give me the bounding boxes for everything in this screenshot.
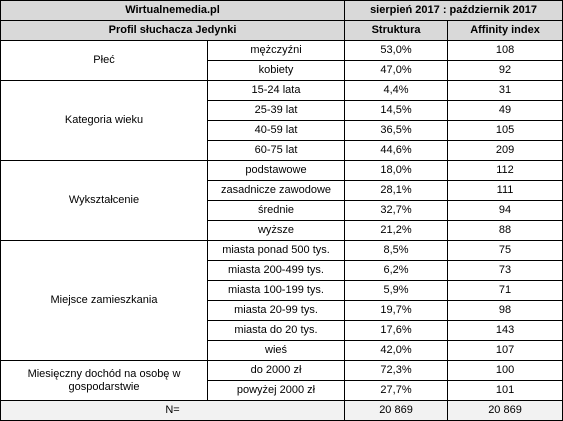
category-cell: podstawowe [208,161,345,181]
structure-cell: 5,9% [345,281,448,301]
category-cell: 15-24 lata [208,81,345,101]
affinity-cell: 107 [448,341,563,361]
structure-cell: 19,7% [345,301,448,321]
category-cell: miasta 200-499 tys. [208,261,345,281]
category-cell: wieś [208,341,345,361]
group-label-cell: Miesięczny dochód na osobę w gospodarstwie [1,361,208,401]
structure-cell: 8,5% [345,241,448,261]
sample-size-structure: 20 869 [345,401,448,421]
category-cell: miasta 100-199 tys. [208,281,345,301]
group-label-cell: Kategoria wieku [1,81,208,161]
affinity-cell: 71 [448,281,563,301]
affinity-cell: 49 [448,101,563,121]
structure-cell: 18,0% [345,161,448,181]
category-cell: powyżej 2000 zł [208,381,345,401]
affinity-cell: 108 [448,41,563,61]
affinity-cell: 31 [448,81,563,101]
table-row [1,41,563,61]
affinity-cell: 105 [448,121,563,141]
affinity-cell: 94 [448,201,563,221]
table-body [1,41,563,401]
structure-cell: 32,7% [345,201,448,221]
structure-cell: 27,7% [345,381,448,401]
category-cell: mężczyźni [208,41,345,61]
affinity-cell: 143 [448,321,563,341]
category-cell: 40-59 lat [208,121,345,141]
affinity-cell: 112 [448,161,563,181]
table-row [1,361,563,381]
category-cell: 25-39 lat [208,101,345,121]
group-label-cell: Płeć [1,41,208,81]
structure-cell: 4,4% [345,81,448,101]
period-cell: sierpień 2017 : październik 2017 [345,1,563,21]
structure-cell: 72,3% [345,361,448,381]
structure-cell: 47,0% [345,61,448,81]
affinity-cell: 209 [448,141,563,161]
source-cell: Wirtualnemedia.pl [1,1,345,21]
header-row-source [1,1,563,21]
category-cell: miasta 20-99 tys. [208,301,345,321]
affinity-cell: 73 [448,261,563,281]
affinity-cell: 111 [448,181,563,201]
structure-cell: 14,5% [345,101,448,121]
structure-cell: 21,2% [345,221,448,241]
category-cell: średnie [208,201,345,221]
category-cell: wyższe [208,221,345,241]
structure-cell: 17,6% [345,321,448,341]
affinity-cell: 101 [448,381,563,401]
affinity-cell: 75 [448,241,563,261]
table-row [1,81,563,101]
category-cell: zasadnicze zawodowe [208,181,345,201]
category-cell: do 2000 zł [208,361,345,381]
group-label-cell: Wykształcenie [1,161,208,241]
category-cell: miasta do 20 tys. [208,321,345,341]
structure-cell: 28,1% [345,181,448,201]
table-row [1,161,563,181]
structure-cell: 42,0% [345,341,448,361]
affinity-cell: 98 [448,301,563,321]
table-row [1,241,563,261]
header-row-columns [1,21,563,41]
structure-cell: 44,6% [345,141,448,161]
structure-cell: 36,5% [345,121,448,141]
structure-cell: 6,2% [345,261,448,281]
affinity-cell: 88 [448,221,563,241]
footer-row [1,401,563,421]
affinity-header-cell: Affinity index [448,21,563,41]
affinity-cell: 92 [448,61,563,81]
category-cell: 60-75 lat [208,141,345,161]
structure-cell: 53,0% [345,41,448,61]
structure-header-cell: Struktura [345,21,448,41]
category-cell: kobiety [208,61,345,81]
affinity-cell: 100 [448,361,563,381]
sample-size-affinity: 20 869 [448,401,563,421]
profile-title-cell: Profil słuchacza Jedynki [1,21,345,41]
group-label-cell: Miejsce zamieszkania [1,241,208,361]
category-cell: miasta ponad 500 tys. [208,241,345,261]
sample-size-label: N= [1,401,345,421]
